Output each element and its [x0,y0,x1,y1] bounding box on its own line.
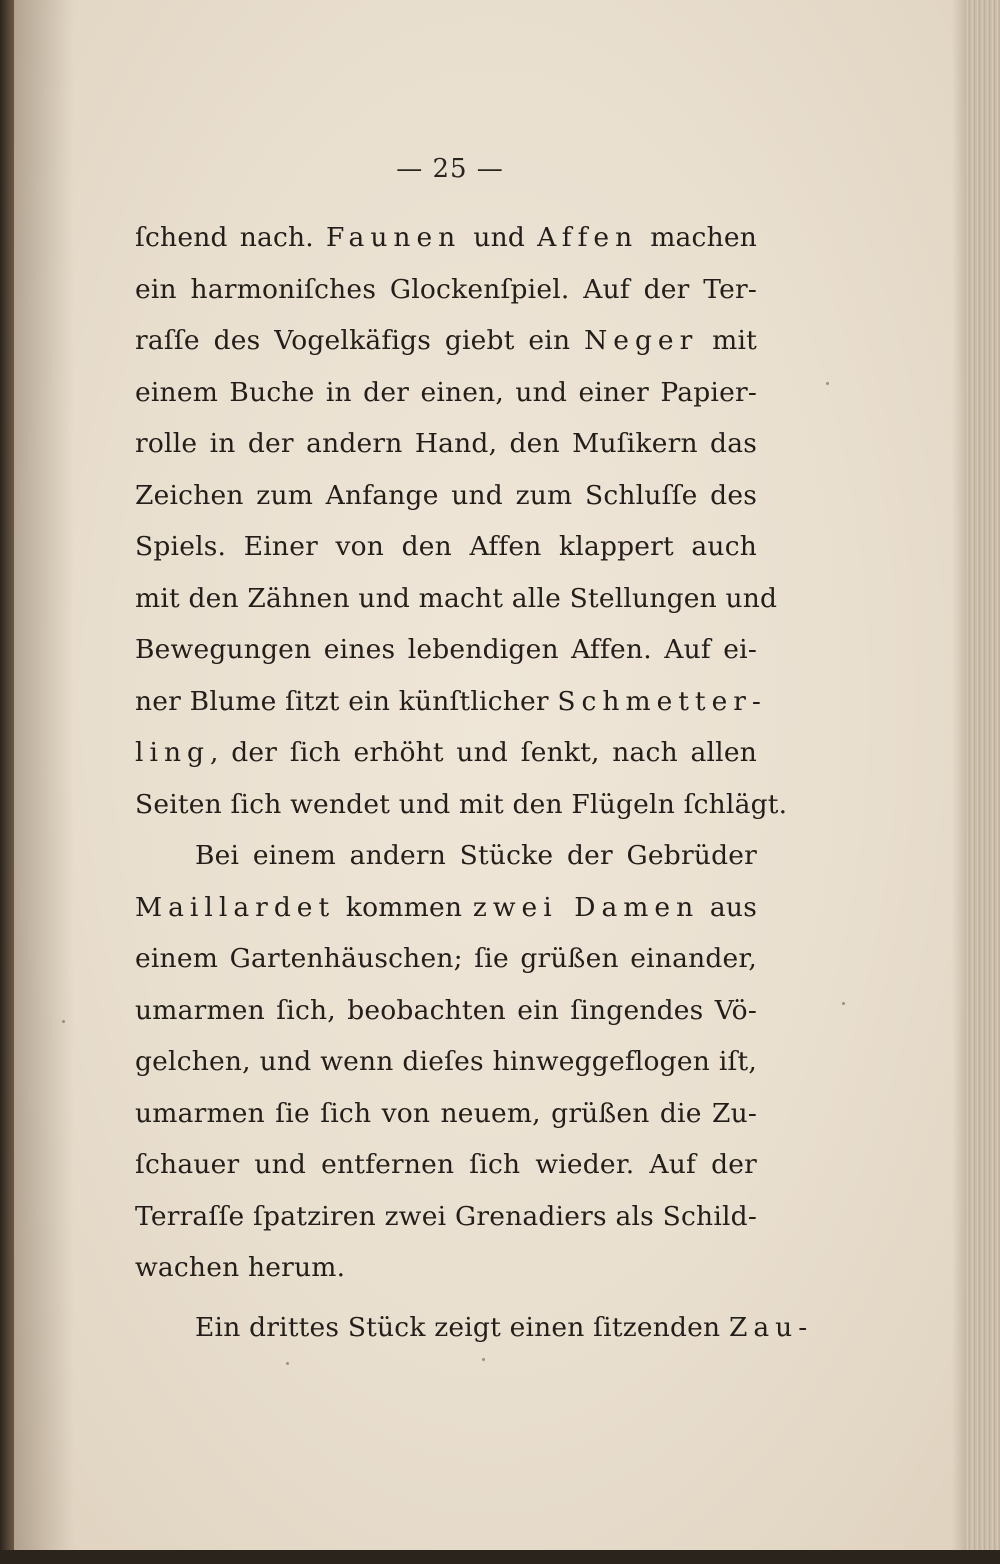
spaced-word: Affen [537,222,639,253]
spaced-word: Maillardet [135,891,336,923]
text-run: , der ſich erhöht und ſenkt, nach allen [209,737,757,768]
text-line: ein harmoniſches Glockenſpiel. Auf der Ter- [135,273,757,305]
spaced-word: Schmetter- [557,685,767,717]
text-line: einem Buche in der einen, und einer Papier- [135,376,757,408]
text-run: raſſe des Vogelkäfigs giebt ein [135,325,585,356]
paper-speck [826,382,829,385]
text-line: umarmen ſich, beobachten ein ſingendes Vö- [135,994,757,1026]
text-line: ſchauer und entfernen ſich wieder. Auf der [135,1149,757,1180]
text-line: gelchen, und wenn dieſes hinweggeflogen iſt, [135,1046,757,1077]
gutter-shadow [14,0,74,1552]
text-line: einem Gartenhäuschen; ſie grüßen einander, [135,943,757,974]
spaced-word: Zau- [728,1311,814,1343]
text-line [135,676,767,728]
text-run: und [461,222,538,253]
text-line [135,212,757,264]
text-run: aus [699,891,757,923]
text-run: ſchend nach. [135,222,326,253]
paragraph-gap [135,1294,757,1302]
paragraph-end-line: wachen herum. [135,1252,346,1283]
text-run: Ein drittes Stück zeigt einen ſitzenden [195,1311,729,1343]
text-run: machen [638,222,757,253]
text-run: ner Blume ſitzt ein künſtlicher [135,685,558,717]
text-line: Zeichen zum Anfange und zum Schluſſe des [135,479,757,511]
bottom-edge [0,1550,1000,1564]
spaced-word: zwei Damen [472,891,700,923]
text-line [135,315,757,367]
spaced-word: Neger [584,325,699,356]
paper-speck [842,1002,845,1005]
paper-speck [62,1020,65,1023]
text-line: Bewegungen eines lebendigen Affen. Auf ei- [135,634,757,665]
text-line [135,882,757,934]
paper-speck [482,1358,485,1361]
body-text [135,212,814,1353]
text-line: rolle in der andern Hand, den Muſikern das [135,428,757,459]
fore-edge-shadow [952,0,966,1552]
fore-edge [966,0,1000,1564]
spaced-word: ling [135,737,210,768]
text-line: Seiten ſich wendet und mit den Flügeln ſchlägt. [135,788,788,820]
text-run: kommen [335,891,473,923]
spaced-word: Faunen [325,222,462,253]
paper-speck [286,1362,289,1365]
text-line: Terraſſe ſpatziren zwei Grenadiers als Schild- [135,1200,757,1232]
page-number: — 25 — [396,154,504,184]
text-line [135,727,757,779]
text-run: mit [698,325,757,356]
paragraph-start-line: Bei einem andern Stücke der Gebrüder [195,840,757,871]
text-line: Spiels. Einer von den Affen klappert auch [135,531,757,562]
text-line: mit den Zähnen und macht alle Stellungen und [135,582,778,614]
paragraph-start-line [135,1302,814,1354]
text-line: umarmen ſie ſich von neuem, grüßen die Zu- [135,1097,757,1129]
